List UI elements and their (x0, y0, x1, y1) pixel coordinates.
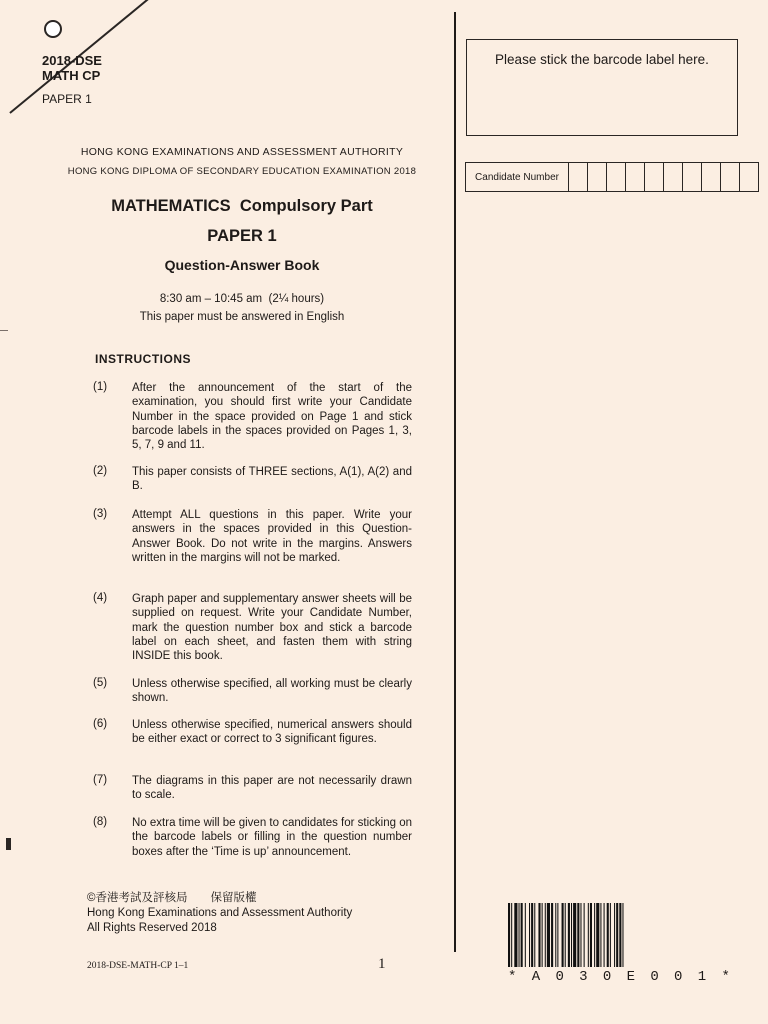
barcode-bar (531, 903, 533, 967)
candidate-digit-cell[interactable] (664, 163, 683, 191)
barcode-bar (577, 903, 579, 967)
barcode-bar (551, 903, 553, 967)
exam-code (42, 53, 102, 83)
barcode-label-instruction: Please stick the barcode label here. (495, 52, 709, 67)
barcode-bar (607, 903, 609, 967)
candidate-digit-cell[interactable] (702, 163, 721, 191)
barcode-bar (588, 903, 589, 967)
instruction-text: Unless otherwise specified, numerical answers should be either exact or correct to 3 significant figures. (132, 719, 412, 746)
barcode-bar (542, 903, 543, 967)
candidate-digit-cell[interactable] (626, 163, 645, 191)
barcode-bar (594, 903, 595, 967)
candidate-number-label: Candidate Number (466, 163, 569, 191)
authority-name: HONG KONG EXAMINATIONS AND ASSESSMENT AUTHORITY (80, 146, 404, 158)
barcode-bar (604, 903, 605, 967)
barcode-bar (568, 903, 570, 967)
barcode-image (508, 903, 730, 967)
barcode-digits (508, 969, 730, 985)
candidate-digit-cell[interactable] (588, 163, 607, 191)
barcode-char: A (531, 969, 541, 985)
instruction-number: (5) (93, 677, 108, 689)
footer-paper-code: 2018-DSE-MATH-CP 1–1 (87, 961, 189, 971)
barcode-bar (525, 903, 526, 967)
copyright-line-authority: Hong Kong Examinations and Assessment Authority (87, 907, 353, 919)
barcode-bar (584, 903, 585, 967)
instruction-text: Graph paper and supplementary answer sheets will be supplied on request. Write your Candidate Number, mark the question number box and stick a barcode label on each sheet, and fasten them with string INSIDE this book. (132, 593, 412, 663)
barcode-char: 0 (555, 969, 564, 985)
instruction-text: Unless otherwise specified, all working must be clearly shown. (132, 678, 412, 705)
barcode-bar (573, 903, 576, 967)
instruction-number: (7) (93, 774, 108, 786)
barcode-bar (529, 903, 530, 967)
instruction-number: (8) (93, 816, 108, 828)
barcode-bar (596, 903, 599, 967)
barcode-char: 0 (602, 969, 612, 985)
barcode-bar (571, 903, 572, 967)
candidate-digit-cell[interactable] (645, 163, 664, 191)
barcode-bar (622, 903, 623, 967)
instruction-text: No extra time will be given to candidates for sticking on the barcode labels or filling in the question number boxes after the ‘Time is up’ announcement. (132, 817, 412, 858)
exam-name: HONG KONG DIPLOMA OF SECONDARY EDUCATION EXAMINATION 2018 (67, 166, 417, 177)
copyright-line-chinese: ©香港考試及評核局 保留版權 (87, 892, 257, 904)
barcode-bar (619, 903, 621, 967)
book-type: Question-Answer Book (164, 257, 320, 273)
barcode-char: 3 (579, 969, 588, 985)
exam-time: 8:30 am – 10:45 am (2¼ hours) (159, 293, 325, 305)
punch-hole (44, 20, 62, 38)
instruction-number: (1) (93, 381, 108, 393)
barcode-bar (511, 903, 512, 967)
instruction-number: (2) (93, 465, 108, 477)
corner-diagonal-line (9, 0, 203, 114)
page-title: MATHEMATICS Compulsory Part (111, 197, 373, 215)
barcode-bar (545, 903, 546, 967)
instruction-text: The diagrams in this paper are not necessarily drawn to scale. (132, 775, 412, 802)
barcode-char: 1 (697, 969, 707, 985)
barcode-bar (519, 903, 520, 967)
candidate-digit-cell[interactable] (740, 163, 758, 191)
instruction-text: Attempt ALL questions in this paper. Write your answers in the spaces provided in this Question-Answer Book. Do not write in the margins. Answers written in the margins will not be marked. (132, 509, 412, 564)
page-number: 1 (378, 956, 386, 972)
barcode-bar (614, 903, 615, 967)
barcode-bar (616, 903, 618, 967)
candidate-number-box (465, 162, 759, 192)
exam-code-line1: 2018-DSE (42, 53, 102, 68)
barcode-char: E (626, 969, 635, 985)
instruction-text: After the announcement of the start of the examination, you should first write your Candidate Number in the space provided on Page 1 and stick barcode labels in the spaces provided on Pages 1, 3, 5, 7, 9 and 11. (132, 382, 412, 452)
barcode-bar (508, 903, 510, 967)
barcode-bar (555, 903, 556, 967)
candidate-digit-cell[interactable] (683, 163, 702, 191)
barcode-bar (610, 903, 611, 967)
language-note: This paper must be answered in English (139, 311, 345, 323)
barcode-char: 0 (650, 969, 659, 985)
barcode-bar (514, 903, 517, 967)
barcode-bar (538, 903, 540, 967)
barcode-bar (534, 903, 535, 967)
copyright-notice (87, 891, 352, 936)
paper-number: PAPER 1 (207, 227, 277, 245)
instruction-number: (4) (93, 592, 108, 604)
barcode-bar (521, 903, 523, 967)
instruction-number: (6) (93, 718, 108, 730)
barcode-char: 0 (674, 969, 683, 985)
instructions-heading: INSTRUCTIONS (95, 352, 191, 366)
candidate-digit-cell[interactable] (721, 163, 740, 191)
candidate-digit-cell[interactable] (569, 163, 588, 191)
barcode-bar (557, 903, 558, 967)
margin-mark (6, 838, 11, 850)
barcode-bar (600, 903, 601, 967)
vertical-divider (454, 12, 456, 952)
barcode-bar (590, 903, 592, 967)
margin-tick (0, 330, 8, 331)
barcode-char: * (721, 969, 730, 985)
barcode-bar (565, 903, 566, 967)
instruction-number: (3) (93, 508, 108, 520)
instruction-text: This paper consists of THREE sections, A(1), A(2) and B. (132, 466, 412, 493)
corner-paper-label: PAPER 1 (42, 92, 92, 106)
barcode-bar (562, 903, 564, 967)
barcode-bar (580, 903, 581, 967)
barcode-char: * (508, 969, 517, 985)
exam-code-line2: MATH CP (42, 68, 101, 83)
barcode-bar (547, 903, 550, 967)
copyright-line-rights: All Rights Reserved 2018 (87, 922, 217, 934)
candidate-digit-cell[interactable] (607, 163, 626, 191)
